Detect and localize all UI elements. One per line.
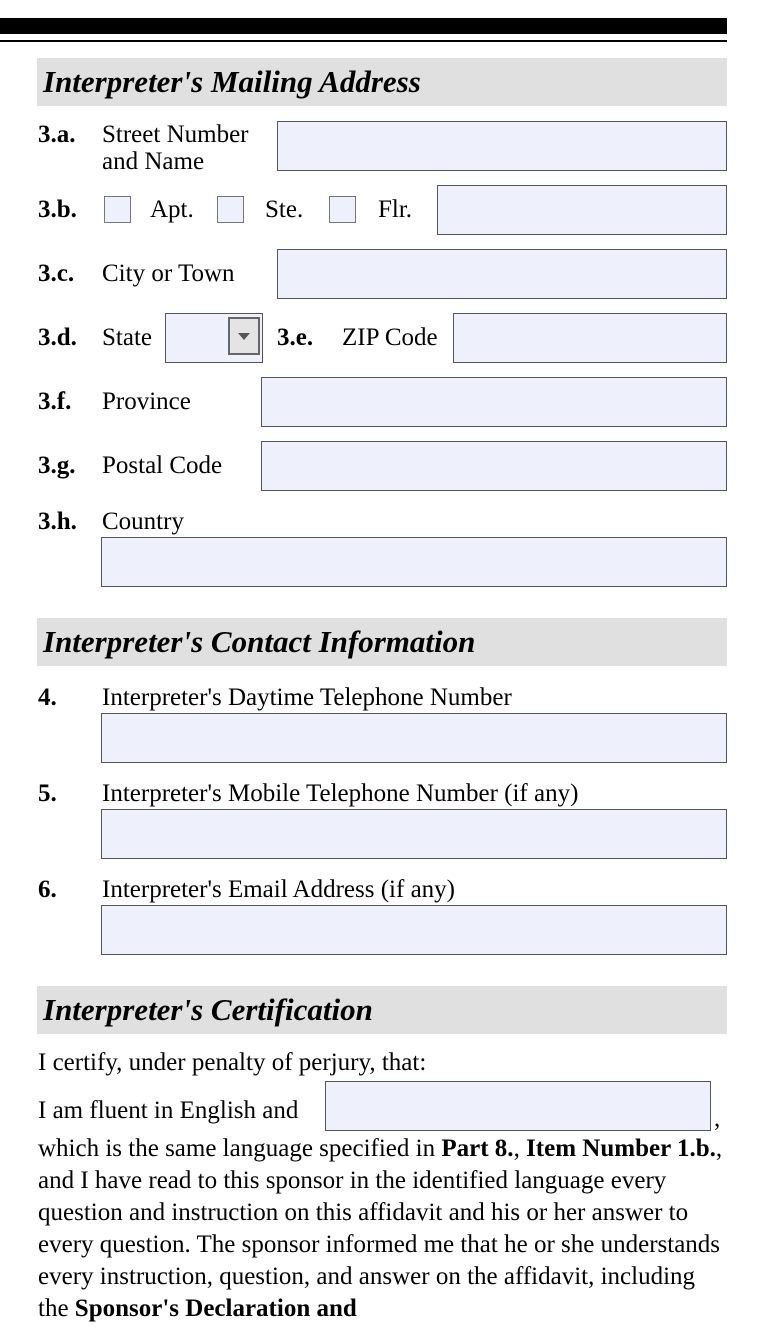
language-input[interactable] xyxy=(325,1081,711,1131)
flr-label: Flr. xyxy=(378,196,413,223)
unit-number-input[interactable] xyxy=(437,185,727,235)
street-label-line2: and Name xyxy=(102,148,205,175)
zip-number: 3.e. xyxy=(277,324,314,351)
province-number: 3.f. xyxy=(38,388,72,415)
email-input[interactable] xyxy=(101,905,727,955)
ste-checkbox[interactable] xyxy=(217,196,244,223)
cert-body-part1: which is the same language specified in xyxy=(38,1135,442,1162)
street-label xyxy=(102,121,248,175)
chevron-down-icon xyxy=(238,333,250,340)
postal-label: Postal Code xyxy=(102,452,223,479)
country-input[interactable] xyxy=(101,537,727,587)
country-number: 3.h. xyxy=(38,508,77,535)
mailing-address-header xyxy=(37,58,727,106)
zip-label: ZIP Code xyxy=(342,324,438,351)
city-label: City or Town xyxy=(102,260,235,287)
apt-label: Apt. xyxy=(150,196,194,223)
mobile-phone-number: 5. xyxy=(38,780,57,807)
email-number: 6. xyxy=(38,876,57,903)
street-label-line1: Street Number xyxy=(102,121,249,148)
apt-checkbox[interactable] xyxy=(104,196,131,223)
city-number: 3.c. xyxy=(38,260,75,287)
cert-part8: Part 8. xyxy=(441,1135,514,1162)
mobile-phone-input[interactable] xyxy=(101,809,727,859)
mailing-address-title: Interpreter's Mailing Address xyxy=(43,64,421,99)
country-label: Country xyxy=(102,508,184,535)
city-input[interactable] xyxy=(277,249,727,299)
state-number: 3.d. xyxy=(38,324,77,351)
ste-label: Ste. xyxy=(265,196,304,223)
certification-intro: I certify, under penalty of perjury, that: xyxy=(38,1049,427,1076)
daytime-phone-number: 4. xyxy=(38,684,57,711)
province-label: Province xyxy=(102,388,191,415)
daytime-phone-label: Interpreter's Daytime Telephone Number xyxy=(102,684,512,711)
street-name-input[interactable] xyxy=(277,121,727,171)
unit-number: 3.b. xyxy=(38,196,77,223)
certification-title: Interpreter's Certification xyxy=(43,992,373,1027)
certification-body xyxy=(38,1133,728,1325)
province-input[interactable] xyxy=(261,377,727,427)
state-label: State xyxy=(102,324,152,351)
top-thick-rule xyxy=(0,18,727,34)
state-select[interactable] xyxy=(165,313,263,363)
street-number: 3.a. xyxy=(38,121,76,148)
cert-body-part2: , and I have read to this sponsor in the identified language every question and instruction on this affidavit and his or her answer to every question. The sponsor informed me that he or she understands every instruction, question, and answer on the affidavit, including the xyxy=(38,1135,723,1322)
daytime-phone-input[interactable] xyxy=(101,713,727,763)
fluent-suffix: , xyxy=(714,1105,721,1132)
cert-comma: , xyxy=(513,1135,527,1162)
email-label: Interpreter's Email Address (if any) xyxy=(102,876,455,903)
flr-checkbox[interactable] xyxy=(329,196,356,223)
postal-code-input[interactable] xyxy=(261,441,727,491)
state-dropdown-button[interactable] xyxy=(228,317,260,355)
cert-declaration: Sponsor's Declaration and xyxy=(74,1295,357,1322)
cert-item-number: Item Number 1.b. xyxy=(526,1135,716,1162)
postal-number: 3.g. xyxy=(38,452,76,479)
fluent-prefix: I am fluent in English and xyxy=(38,1097,299,1124)
top-thin-rule xyxy=(0,40,727,42)
zip-code-input[interactable] xyxy=(453,313,727,363)
certification-header xyxy=(37,986,727,1034)
contact-info-header xyxy=(37,618,727,666)
contact-info-title: Interpreter's Contact Information xyxy=(43,624,476,659)
mobile-phone-label: Interpreter's Mobile Telephone Number (if any) xyxy=(102,780,579,807)
